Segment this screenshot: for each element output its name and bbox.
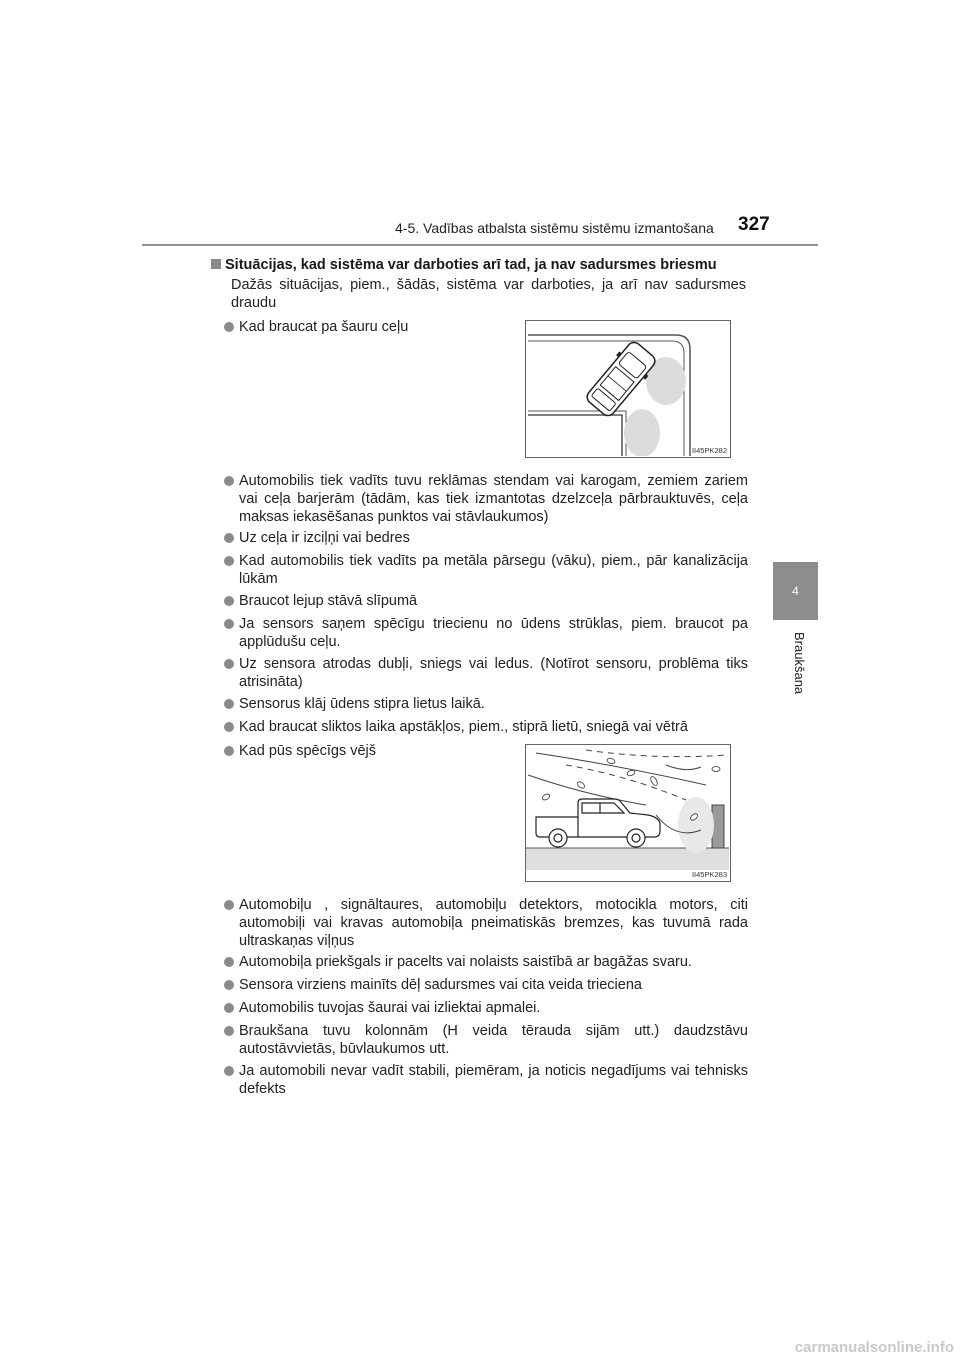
footer [0, 1340, 960, 1358]
square-bullet-icon [211, 259, 221, 269]
figure-strong-wind [525, 744, 731, 882]
bullet-dot-icon [224, 322, 234, 332]
list-item: Kad braucat pa šauru ceļu [224, 318, 484, 336]
list-item: Kad braucat sliktos laika apstākļos, piem., stiprā lietū, sniegā vai vētrā [224, 718, 748, 736]
list-item: Kad automobilis tiek vadīts pa metāla pārsegu (vāku), piem., pār kanalizācija lūkām [224, 552, 748, 588]
list-item: Uz ceļa ir izciļņi vai bedres [224, 529, 748, 547]
list-item: Uz sensora atrodas dubļi, sniegs vai ledus. (Notīrot sensoru, problēma tiks atrisināta) [224, 655, 748, 691]
narrow-road-illustration [526, 321, 729, 456]
figure-narrow-road [525, 320, 731, 458]
chapter-number: 4 [792, 584, 799, 598]
section-heading-text: Situācijas, kad sistēma var darboties arī tad, ja nav sadursmes briesmu [225, 257, 717, 273]
bullet-dot-icon [224, 957, 234, 967]
list-item: Ja sensors saņem spēcīgu triecienu no ūdens strūklas, piem. braucot pa applūdušu ceļu. [224, 615, 748, 651]
bullet-dot-icon [224, 556, 234, 566]
strong-wind-illustration [526, 745, 729, 880]
bullet-dot-icon [224, 722, 234, 732]
bullet-dot-icon [224, 980, 234, 990]
list-item: Braucot lejup stāvā slīpumā [224, 592, 748, 610]
bullet-dot-icon [224, 699, 234, 709]
bullet-dot-icon [224, 746, 234, 756]
chapter-label: Braukšana [792, 632, 807, 695]
list-item: Ja automobili nevar vadīt stabili, piemēram, ja noticis negadījums vai tehnisks defekts [224, 1062, 748, 1098]
list-item: Automobilis tiek vadīts tuvu reklāmas stendam vai karogam, zemiem zariem vai ceļa barjerām (tādām, kas tiek izmantotas dzelzceļa pārbrauktuvēs, ceļa maksas iekasēšanas punktos vai stāvlaukumos) [224, 472, 748, 526]
list-item: Automobilis tuvojas šaurai vai izliektai apmalei. [224, 999, 748, 1017]
list-item: Sensora virziens mainīts dēļ sadursmes vai cita veida trieciena [224, 976, 748, 994]
watermark: carmanualsonline.info [794, 1339, 954, 1356]
bullet-dot-icon [224, 533, 234, 543]
figure-code: II45PK282 [691, 446, 727, 455]
section-heading [211, 257, 751, 273]
bullet-dot-icon [224, 1003, 234, 1013]
list-item: Sensorus klāj ūdens stipra lietus laikā. [224, 695, 748, 713]
bullet-dot-icon [224, 1026, 234, 1036]
bullet-dot-icon [224, 596, 234, 606]
bullet-dot-icon [224, 900, 234, 910]
bullet-dot-icon [224, 659, 234, 669]
header-divider [142, 244, 818, 246]
running-header: 4-5. Vadības atbalsta sistēmu sistēmu izmantošana [395, 220, 714, 236]
intro-paragraph: Dažās situācijas, piem., šādās, sistēma var darboties, ja arī nav sadursmes draudu [231, 277, 746, 311]
figure-code: II45PK283 [691, 870, 727, 879]
bullet-dot-icon [224, 476, 234, 486]
list-item: Braukšana tuvu kolonnām (H veida tērauda sijām utt.) daudzstāvu autostāvvietās, būvlaukumos utt. [224, 1022, 748, 1058]
list-item: Automobiļa priekšgals ir pacelts vai nolaists saistībā ar bagāžas svaru. [224, 953, 748, 971]
bullet-dot-icon [224, 1066, 234, 1076]
list-item: Kad pūs spēcīgs vējš [224, 742, 484, 760]
list-item: Automobiļu , signāltaures, automobiļu detektors, motocikla motors, citi automobiļi vai kravas automobiļa pneimatiskās bremzes, kas tuvumā rada ultraskaņas viļņus [224, 896, 748, 950]
page-number: 327 [738, 214, 770, 235]
bullet-dot-icon [224, 619, 234, 629]
chapter-tab [773, 562, 818, 620]
